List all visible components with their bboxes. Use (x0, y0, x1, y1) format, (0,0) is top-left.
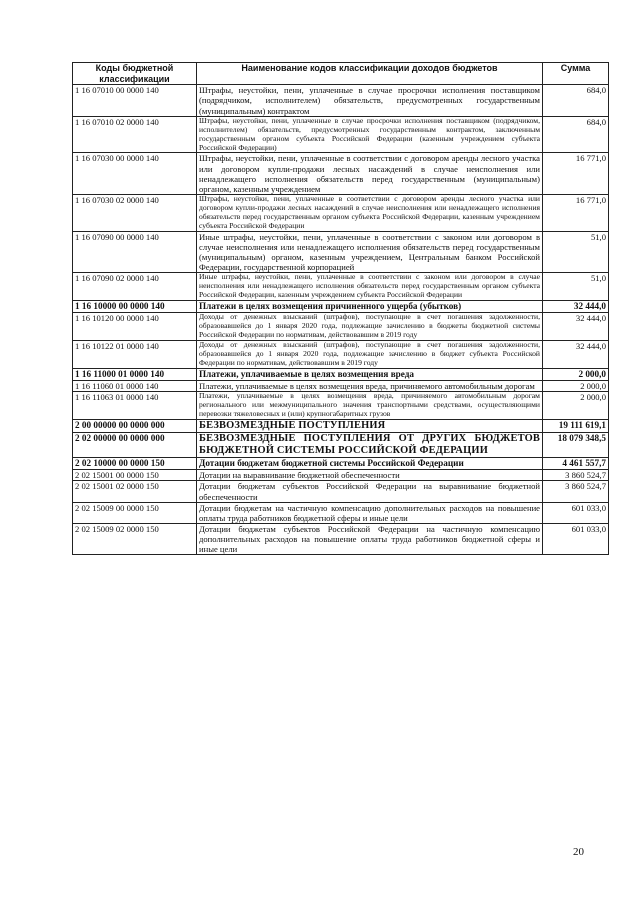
row-name: Штрафы, неустойки, пени, уплаченные в случае просрочки исполнения поставщиком (подрядчиком, исполнителем) обязательств, предусмотренных государственным (муниципальным) контрактом (197, 85, 543, 116)
table-row (73, 368, 609, 380)
row-code: 1 16 10120 00 0000 140 (73, 313, 197, 341)
row-sum: 3 860 524,7 (543, 470, 609, 481)
row-sum: 601 033,0 (543, 524, 609, 555)
row-code: 1 16 07090 02 0000 140 (73, 273, 197, 301)
row-code: 1 16 07010 00 0000 140 (73, 85, 197, 116)
row-name: Штрафы, неустойки, пени, уплаченные в соответствии с договором аренды лесного участка или договором купли-продажи лесных насаждений в случае неисполнения или ненадлежащего исполнения обязательств перед государственным (муниципальным) органом, казенным учреждением (197, 153, 543, 195)
row-sum: 18 079 348,5 (543, 432, 609, 458)
row-sum: 51,0 (543, 273, 609, 301)
row-name: Штрафы, неустойки, пени, уплаченные в соответствии с договором аренды лесного участка или договором купли-продажи лесных насаждений в случае неисполнения или ненадлежащего исполнения обязательств перед государственным органом субъекта Российской Федерации, казенным учреждением субъекта Российской Федерации (197, 195, 543, 232)
row-code: 1 16 10000 00 0000 140 (73, 301, 197, 313)
table-row (73, 380, 609, 391)
row-sum: 16 771,0 (543, 195, 609, 232)
row-sum: 684,0 (543, 85, 609, 116)
row-name: Штрафы, неустойки, пени, уплаченные в случае просрочки исполнения поставщиком (подрядчиком, исполнителем) обязательств, предусмотренных государственным контрактом, заключенным государственным органом субъекта Российской Федерации (казенным учреждением субъекта Российской Федерации) (197, 116, 543, 153)
row-name: Дотации бюджетам субъектов Российской Федерации на выравнивание бюджетной обеспеченности (197, 481, 543, 502)
row-name: Доходы от денежных взысканий (штрафов), поступающие в счет погашения задолженности, образовавшейся до 1 января 2020 года, подлежащие зачислению в бюджеты бюджетной системы Российской Федерации по нормативам, действовавшим в 2019 году (197, 313, 543, 341)
row-sum: 684,0 (543, 116, 609, 153)
row-sum: 2 000,0 (543, 380, 609, 391)
table-row (73, 85, 609, 116)
table-row (73, 231, 609, 273)
row-sum: 32 444,0 (543, 313, 609, 341)
table-row (73, 153, 609, 195)
row-name: Дотации бюджетам субъектов Российской Федерации на частичную компенсацию дополнительных расходов на повышение оплаты труда работников бюджетной сферы и иные цели (197, 524, 543, 555)
row-sum: 601 033,0 (543, 502, 609, 523)
row-code: 2 02 10000 00 0000 150 (73, 458, 197, 470)
row-name: Платежи в целях возмещения причиненного ущерба (убытков) (197, 301, 543, 313)
row-code: 1 16 10122 01 0000 140 (73, 340, 197, 368)
row-code: 2 02 15001 02 0000 150 (73, 481, 197, 502)
row-sum: 4 461 557,7 (543, 458, 609, 470)
table-row (73, 432, 609, 458)
row-sum: 2 000,0 (543, 368, 609, 380)
table-body (73, 85, 609, 555)
row-sum: 19 111 619,1 (543, 419, 609, 432)
row-name: Дотации на выравнивание бюджетной обеспеченности (197, 470, 543, 481)
header-sum: Сумма (543, 63, 609, 85)
row-code: 2 00 00000 00 0000 000 (73, 419, 197, 432)
table-row (73, 481, 609, 502)
table-row (73, 502, 609, 523)
row-name: Платежи, уплачиваемые в целях возмещения вреда (197, 368, 543, 380)
row-code: 1 16 11063 01 0000 140 (73, 391, 197, 419)
row-code: 1 16 11000 01 0000 140 (73, 368, 197, 380)
row-sum: 2 000,0 (543, 391, 609, 419)
row-name: Иные штрафы, неустойки, пени, уплаченные в соответствии с законом или договором в случае неисполнения или ненадлежащего исполнения обязательств перед государственным органом субъекта Российской Федерации, казенным учреждением субъекта Российской Федерации (197, 273, 543, 301)
row-code: 2 02 15009 00 0000 150 (73, 502, 197, 523)
row-sum: 3 860 524,7 (543, 481, 609, 502)
row-code: 1 16 11060 01 0000 140 (73, 380, 197, 391)
table-row (73, 419, 609, 432)
table-row (73, 313, 609, 341)
table-row (73, 301, 609, 313)
row-name: Платежи, уплачиваемые в целях возмещения вреда, причиняемого автомобильным дорогам (197, 380, 543, 391)
row-code: 1 16 07090 00 0000 140 (73, 231, 197, 273)
row-code: 2 02 15001 00 0000 150 (73, 470, 197, 481)
row-code: 1 16 07030 00 0000 140 (73, 153, 197, 195)
row-name: Иные штрафы, неустойки, пени, уплаченные в соответствии с законом или договором в случае неисполнения или ненадлежащего исполнения обязательств перед государственным (муниципальным) органом, казенным учреждением, Центральным банком Российской Федерации, государственной корпорацией (197, 231, 543, 273)
row-code: 2 02 00000 00 0000 000 (73, 432, 197, 458)
table-row (73, 470, 609, 481)
revenue-classification-table (72, 62, 609, 555)
row-name: Платежи, уплачиваемые в целях возмещения вреда, причиняемого автомобильным дорогам регионального или межмуниципального значения транспортными средствами, осуществляющими перевозки тяжеловесных и (или) крупногабаритных грузов (197, 391, 543, 419)
table-row (73, 340, 609, 368)
row-name: Дотации бюджетам бюджетной системы Российской Федерации (197, 458, 543, 470)
row-sum: 32 444,0 (543, 340, 609, 368)
page-number: 20 (573, 846, 584, 858)
table-row (73, 391, 609, 419)
table-header-row (73, 63, 609, 85)
table-row (73, 195, 609, 232)
table-row (73, 116, 609, 153)
header-name: Наименование кодов классификации доходов бюджетов (197, 63, 543, 85)
row-name: Дотации бюджетам на частичную компенсацию дополнительных расходов на повышение оплаты труда работников бюджетной сферы и иные цели (197, 502, 543, 523)
row-name: БЕЗВОЗМЕЗДНЫЕ ПОСТУПЛЕНИЯ (197, 419, 543, 432)
table-row (73, 273, 609, 301)
header-code: Коды бюджетной классификации (73, 63, 197, 85)
row-code: 1 16 07030 02 0000 140 (73, 195, 197, 232)
row-sum: 16 771,0 (543, 153, 609, 195)
row-name: БЕЗВОЗМЕЗДНЫЕ ПОСТУПЛЕНИЯ ОТ ДРУГИХ БЮДЖЕТОВ БЮДЖЕТНОЙ СИСТЕМЫ РОССИЙСКОЙ ФЕДЕРАЦИИ (197, 432, 543, 458)
row-sum: 32 444,0 (543, 301, 609, 313)
table-row (73, 524, 609, 555)
row-code: 1 16 07010 02 0000 140 (73, 116, 197, 153)
row-code: 2 02 15009 02 0000 150 (73, 524, 197, 555)
row-sum: 51,0 (543, 231, 609, 273)
row-name: Доходы от денежных взысканий (штрафов), поступающие в счет погашения задолженности, образовавшейся до 1 января 2020 года, подлежащие зачислению в бюджет субъекта Российской Федерации по нормативам, действовавшим в 2019 году (197, 340, 543, 368)
table-row (73, 458, 609, 470)
